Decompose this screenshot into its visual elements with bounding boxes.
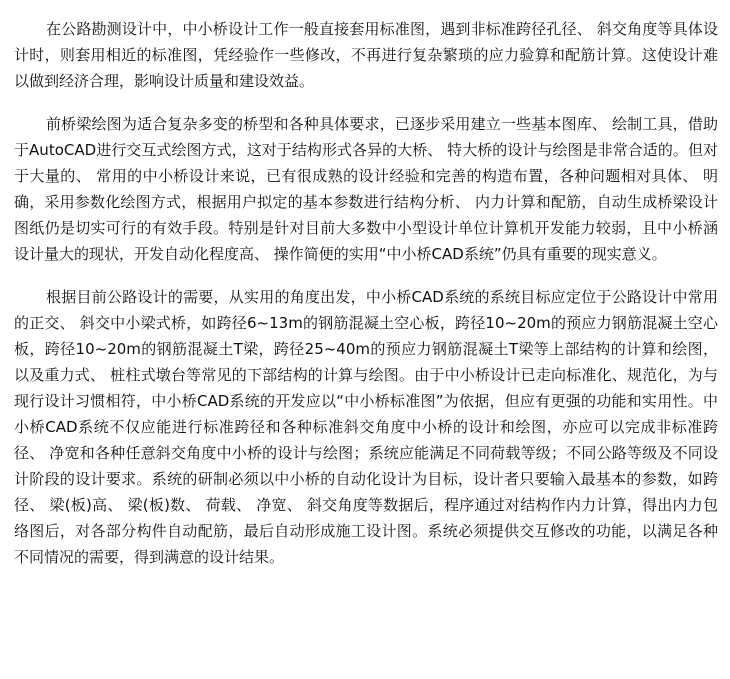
paragraph-current-methods: 前桥梁绘图为适合复杂多变的桥型和各种具体要求，已逐步采用建立一些基本图库、 绘制工具，借助于AutoCAD进行交互式绘图方式，这对于结构形式各异的大桥、 特大桥的设计与绘图是非常合适的。但对于大量的、 常用的中小桥设计来说，已有很成熟的设计经验和完善的构造布置，各种问题相对具体、 明确，采用参数化绘图方式，根据用户拟定的基本参数进行结构分析、 内力计算和配筋，自动生成桥梁设计图纸仍是切实可行的有效手段。特别是针对目前大多数中小型设计单位计算机开发能力较弱，且中小桥涵设计量大的现状，开发自动化程度高、 操作简便的实用“中小桥CAD系统”仍具有重要的现实意义。	[14, 115, 718, 263]
paragraph-intro: 在公路勘测设计中，中小桥设计工作一般直接套用标准图，遇到非标准跨径孔径、 斜交角度等具体设计时，则套用相近的标准图，凭经验作一些修改，不再进行复杂繁琐的应力验算和配筋计算。这使设计难以做到经济合理，影响设计质量和建设效益。	[14, 20, 718, 90]
document-body	[14, 16, 718, 587]
paragraph-system-goals: 根据目前公路设计的需要，从实用的角度出发，中小桥CAD系统的系统目标应定位于公路设计中常用的正交、 斜交中小梁式桥，如跨径6~13m的钢筋混凝土空心板，跨径10~20m的预应力钢筋混凝土空心板，跨径10~20m的钢筋混凝土T梁，跨径25~40m的预应力钢筋混凝土T梁等上部结构的计算和绘图，以及重力式、 桩柱式墩台等常见的下部结构的计算与绘图。由于中小桥设计已走向标准化、规范化，为与现行设计习惯相符，中小桥CAD系统的开发应以“中小桥标准图”为依据，但应有更强的功能和实用性。中小桥CAD系统不仅应能进行标准跨径和各种标准斜交角度中小桥的设计和绘图，亦应可以完成非标准跨径、 净宽和各种任意斜交角度中小桥的设计与绘图；系统应能满足不同荷载等级；不同公路等级及不同设计阶段的设计要求。系统的研制必须以中小桥的自动化设计为目标，设计者只要输入最基本的参数，如跨径、 梁(板)高、 梁(板)数、 荷载、 净宽、 斜交角度等数据后，程序通过对结构作内力计算，得出内力包络图后，对各部分构件自动配筋，最后自动形成施工设计图。系统必须提供交互修改的功能，以满足各种不同情况的需要，得到满意的设计结果。	[14, 288, 718, 566]
